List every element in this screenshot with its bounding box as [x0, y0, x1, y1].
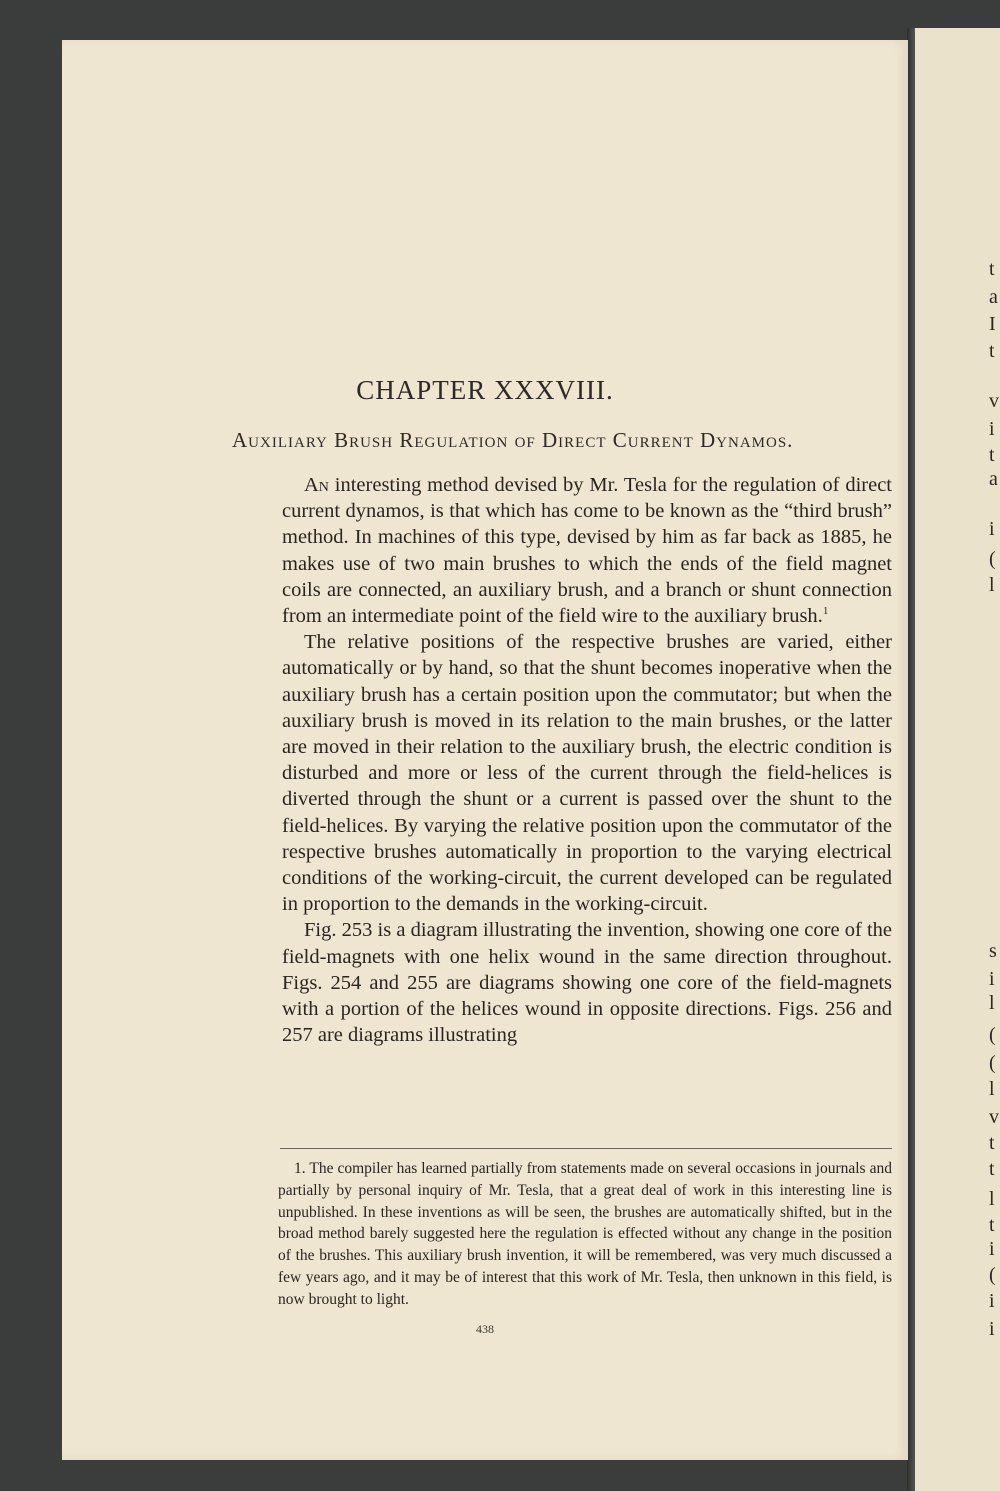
- binding-gutter: [907, 28, 915, 1491]
- adjacent-page-letter: i: [989, 1238, 995, 1260]
- adjacent-page-letter: (: [989, 1024, 996, 1046]
- footnote-paragraph: [278, 1158, 892, 1311]
- book-page: [62, 40, 908, 1460]
- footnote: [278, 1158, 892, 1311]
- adjacent-page-letter: t: [989, 444, 995, 466]
- page-number: 438: [476, 1322, 494, 1336]
- adjacent-page-letter: l: [989, 1188, 995, 1210]
- adjacent-page-letter: a: [989, 468, 998, 490]
- body-text: [282, 472, 892, 1048]
- adjacent-page-letter: i: [989, 968, 995, 990]
- adjacent-page-letter: t: [989, 1214, 995, 1236]
- paragraph-3: Fig. 253 is a diagram illustrating the invention, showing one core of the field-magnets with one helix wound in the same direction throughout. Figs. 254 and 255 are diagrams showing one core of the field-magnets with a portion of the helices wound in opposite directions. Figs. 256 and 257 are diagrams illustrating: [282, 919, 892, 1047]
- adjacent-page-letter: l: [989, 992, 995, 1014]
- adjacent-page-edge: [915, 28, 1000, 1491]
- adjacent-page-letter: l: [989, 1078, 995, 1100]
- adjacent-page-letter: (: [989, 548, 996, 570]
- adjacent-page-letter: i: [989, 418, 995, 440]
- chapter-title: CHAPTER XXXVIII.: [356, 375, 614, 405]
- paragraph-1: [282, 472, 892, 629]
- paragraph-lead-word: An: [304, 474, 329, 496]
- footnote-reference: 1: [822, 605, 829, 618]
- adjacent-page-letter: t: [989, 340, 995, 362]
- adjacent-page-letter: I: [989, 313, 996, 335]
- adjacent-page-letter: i: [989, 518, 995, 540]
- footnote-divider: [280, 1148, 892, 1149]
- footnote-text: The compiler has learned partially from statements made on several occasions in journals and partially by personal inquiry of Mr. Tesla, that a great deal of work in this interesting line is unpublished. In these inventions as will be seen, the brushes are automatically shifted, but in the broad method barely suggested here the regulation is effected without any change in the position of the brushes. This auxiliary brush invention, it will be remembered, was very much discussed a few years ago, and it may be of interest that this work of Mr. Tesla, then unknown in this field, is now brought to light.: [278, 1160, 892, 1308]
- paragraph-text: interesting method devised by Mr. Tesla for the regulation of direct current dynamos, is that which has come to be known as the “third brush” method. In machines of this type, devised by him as far back as 1885, he makes use of two main brushes to which the ends of the field magnet coils are connected, an auxiliary brush, and a branch or shunt connection from an intermediate point of the field wire to the auxiliary brush.: [282, 474, 892, 628]
- adjacent-page-letter: (: [989, 1264, 996, 1286]
- adjacent-page-letter: (: [989, 1052, 996, 1074]
- adjacent-page-letter: v: [989, 390, 999, 412]
- paragraph-2: The relative positions of the respective brushes are varied, either automatically or by hand, so that the shunt becomes inoperative when the auxiliary brush has a certain position upon the commutator; but when the auxiliary brush is moved in its relation to the main brushes, or the latter are moved in their relation to the auxiliary brush, the electric condition is disturbed and more or less of the current through the field-helices is diverted through the shunt or a current is passed over the shunt to the field-helices. By varying the relative position upon the commutator of the respective brushes automatically in proportion to the varying electrical conditions of the working-circuit, the current developed can be regulated in proportion to the demands in the working-circuit.: [282, 631, 892, 916]
- adjacent-page-letter: i: [989, 1318, 995, 1340]
- adjacent-page-letter: v: [989, 1106, 999, 1128]
- adjacent-page-letter: t: [989, 1132, 995, 1154]
- adjacent-page-letter: i: [989, 1290, 995, 1312]
- adjacent-page-letter: a: [989, 286, 998, 308]
- adjacent-page-letter: l: [989, 574, 995, 596]
- adjacent-page-letter: s: [989, 940, 997, 962]
- adjacent-page-letter: t: [989, 258, 995, 280]
- section-title: Auxiliary Brush Regulation of Direct Current Dynamos.: [232, 428, 794, 452]
- footnote-number: 1.: [294, 1160, 306, 1177]
- adjacent-page-letter: t: [989, 1158, 995, 1180]
